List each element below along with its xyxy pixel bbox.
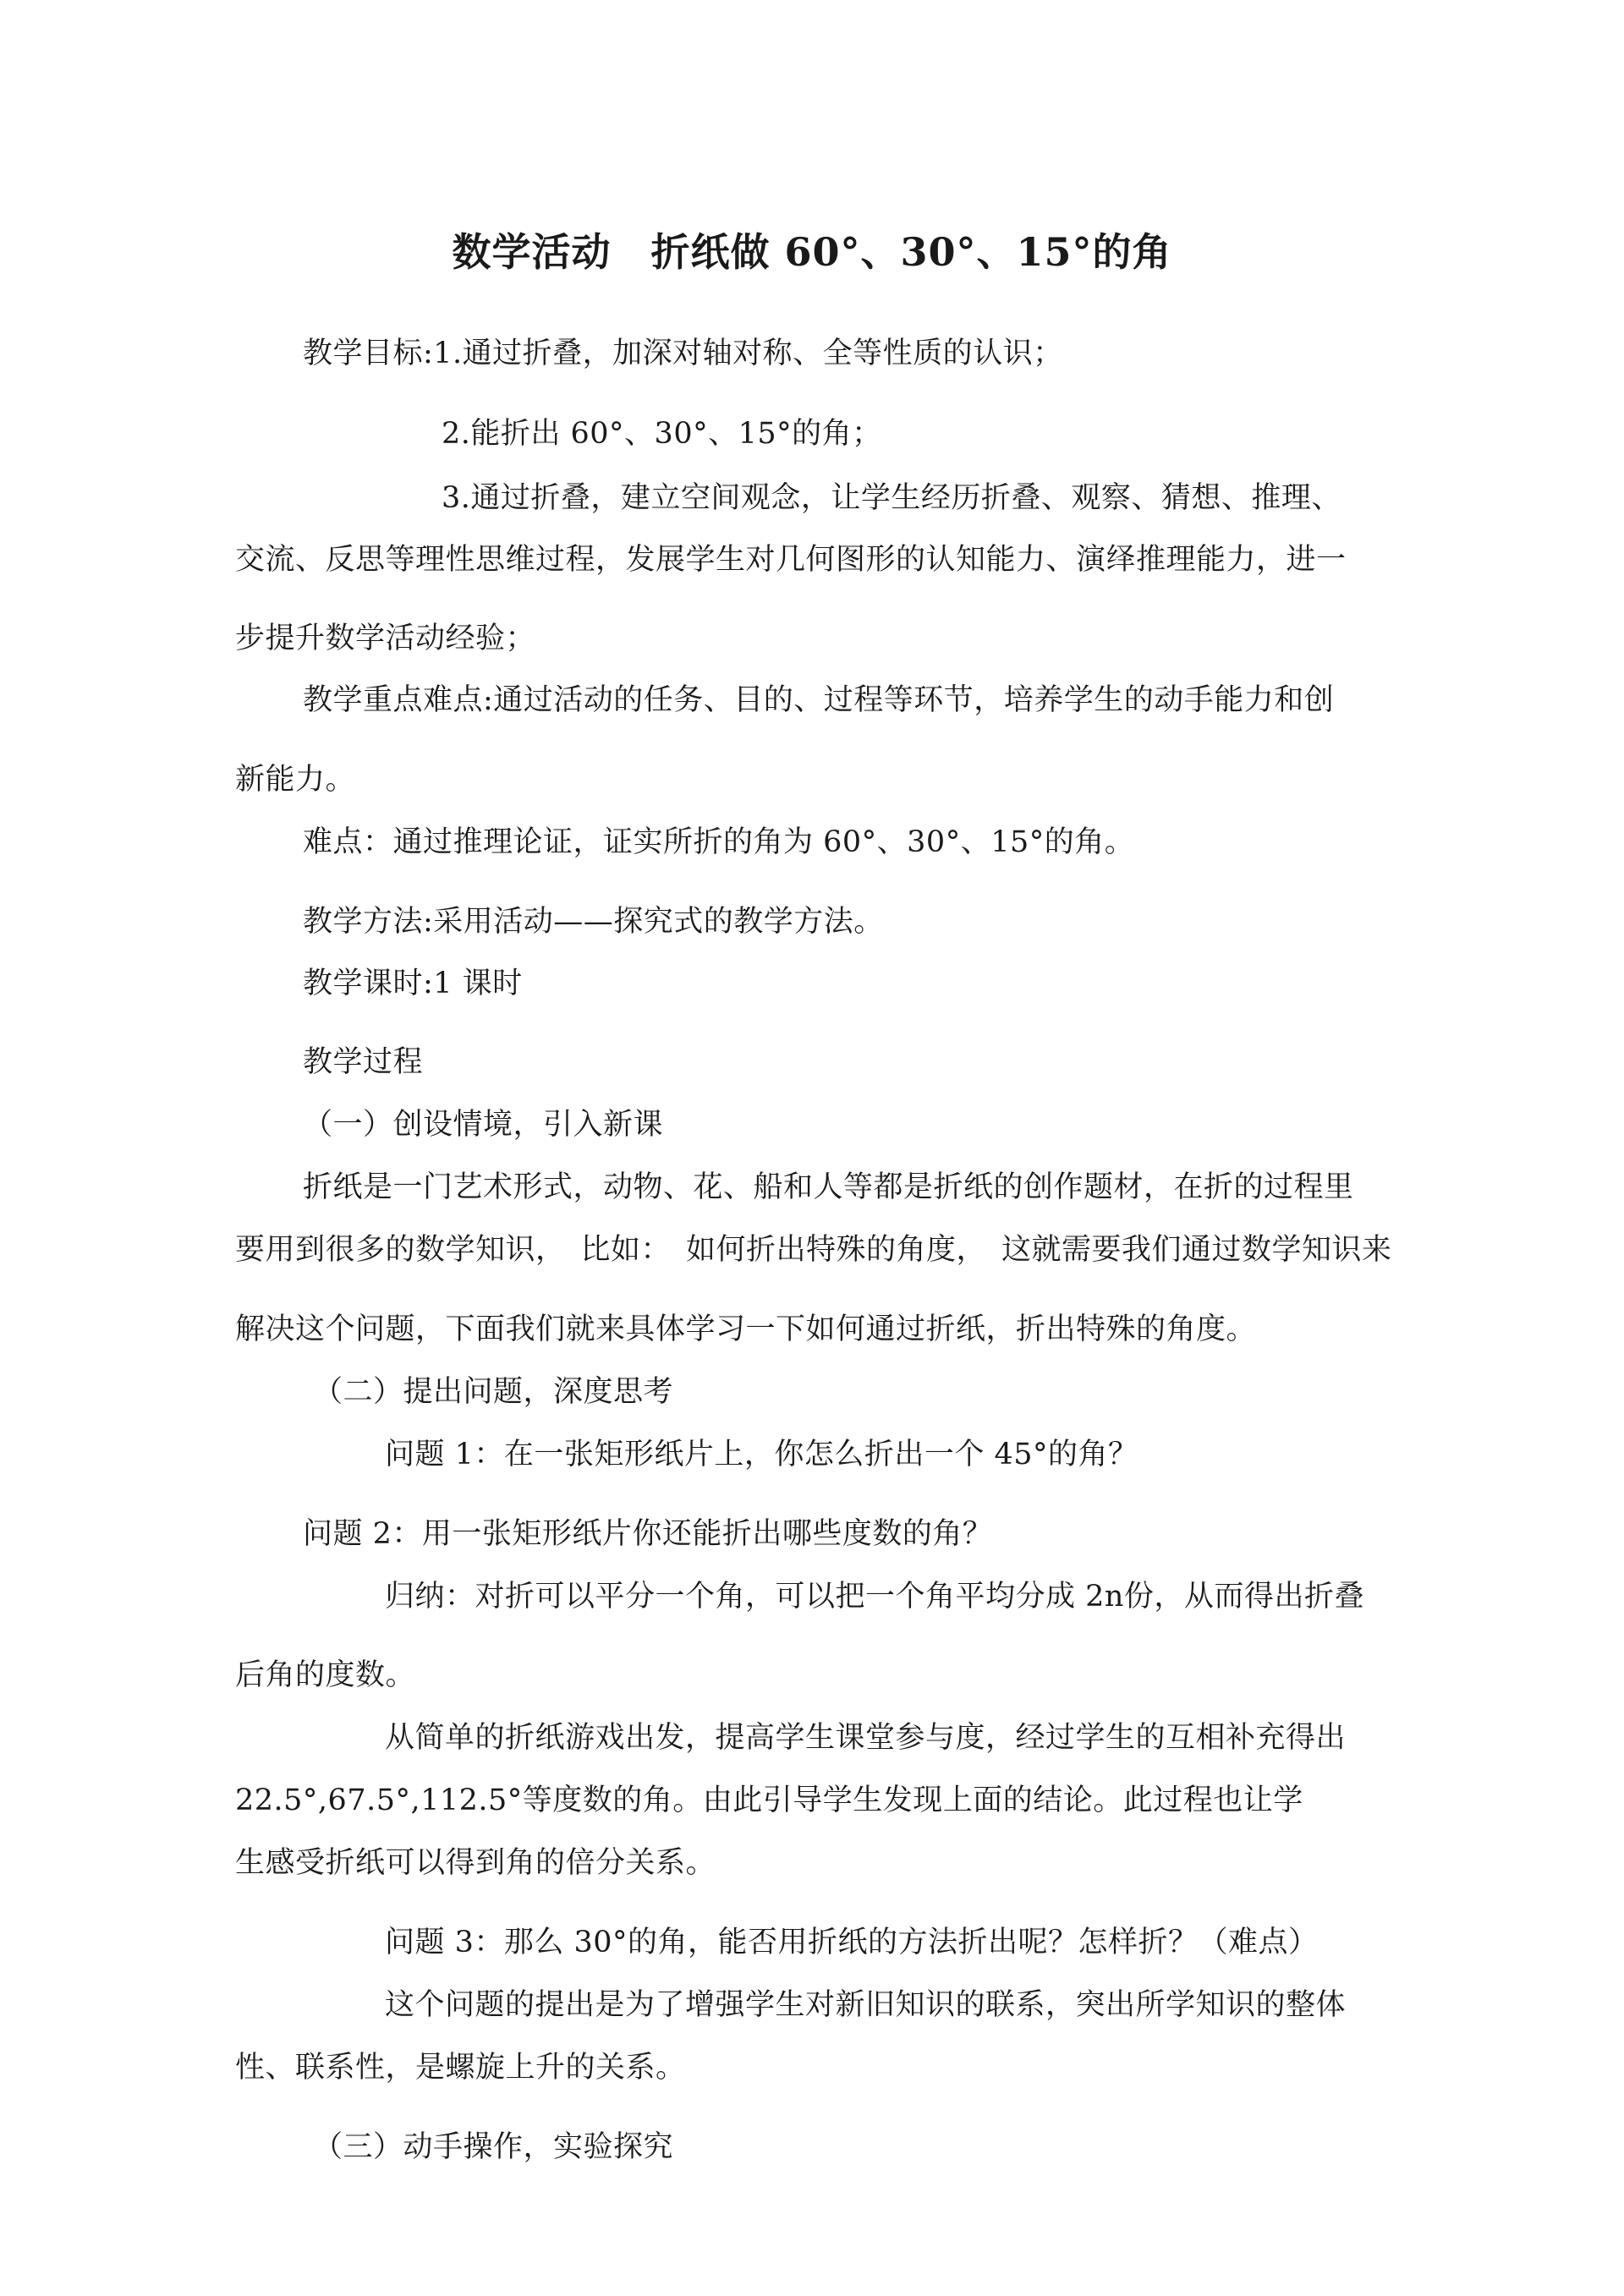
difficulty-line: 难点：通过推理论证，证实所折的角为 60°、30°、15°的角。 — [303, 825, 1135, 859]
teaching-objective-3-line-2: 交流、反思等理性思维过程，发展学生对几何图形的认知能力、演绎推理能力，进一 — [235, 543, 1347, 577]
question-3-explanation-line-2: 性、联系性，是螺旋上升的关系。 — [235, 2051, 686, 2085]
key-points-line-2: 新能力。 — [235, 763, 356, 797]
section-2-paragraph-line-3: 生感受折纸可以得到角的倍分关系。 — [235, 1846, 716, 1880]
key-points-line-1: 教学重点难点:通过活动的任务、目的、过程等环节，培养学生的动手能力和创 — [303, 683, 1335, 717]
question-3-explanation-line-1: 这个问题的提出是为了增强学生对新旧知识的联系，突出所学知识的整体 — [385, 1988, 1347, 2022]
teaching-objective-1: 教学目标:1.通过折叠，加深对轴对称、全等性质的认识； — [303, 337, 1063, 370]
summary-line-2: 后角的度数。 — [235, 1658, 416, 1692]
teaching-objective-2: 2.能折出 60°、30°、15°的角； — [442, 417, 882, 451]
section-3-heading: （三）动手操作，实验探究 — [313, 2130, 674, 2164]
teaching-process-heading: 教学过程 — [303, 1045, 424, 1079]
section-2-heading: （二）提出问题，深度思考 — [313, 1375, 674, 1409]
summary-line-1: 归纳：对折可以平分一个角，可以把一个角平均分成 2n份，从而得出折叠 — [385, 1580, 1364, 1614]
section-2-paragraph-line-1: 从简单的折纸游戏出发，提高学生课堂参与度，经过学生的互相补充得出 — [385, 1721, 1347, 1755]
teaching-objective-3-line-1: 3.通过折叠，建立空间观念，让学生经历折叠、观察、猜想、推理、 — [442, 481, 1341, 515]
section-1-paragraph-line-3: 解决这个问题，下面我们就来具体学习一下如何通过折纸，折出特殊的角度。 — [235, 1312, 1257, 1346]
question-1: 问题 1：在一张矩形纸片上，你怎么折出一个 45°的角？ — [385, 1438, 1138, 1471]
section-1-paragraph-line-2: 要用到很多的数学知识， 比如： 如何折出特殊的角度， 这就需要我们通过数学知识来 — [235, 1233, 1392, 1267]
section-1-paragraph-line-1: 折纸是一门艺术形式，动物、花、船和人等都是折纸的创作题材，在折的过程里 — [303, 1170, 1354, 1204]
teaching-method: 教学方法:采用活动——探究式的教学方法。 — [303, 905, 884, 939]
question-2: 问题 2：用一张矩形纸片你还能折出哪些度数的角？ — [303, 1517, 993, 1551]
teaching-hours: 教学课时:1 课时 — [303, 967, 523, 1000]
document-title: 数学活动 折纸做 60°、30°、15°的角 — [452, 229, 1172, 275]
section-2-paragraph-line-2: 22.5°,67.5°,112.5°等度数的角。由此引导学生发现上面的结论。此过程也让学 — [235, 1784, 1303, 1817]
section-1-heading: （一）创设情境，引入新课 — [303, 1108, 664, 1142]
question-3: 问题 3：那么 30°的角，能否用折纸的方法折出呢？怎样折？（难点） — [385, 1926, 1319, 1959]
teaching-objective-3-line-3: 步提升数学活动经验； — [235, 622, 536, 655]
